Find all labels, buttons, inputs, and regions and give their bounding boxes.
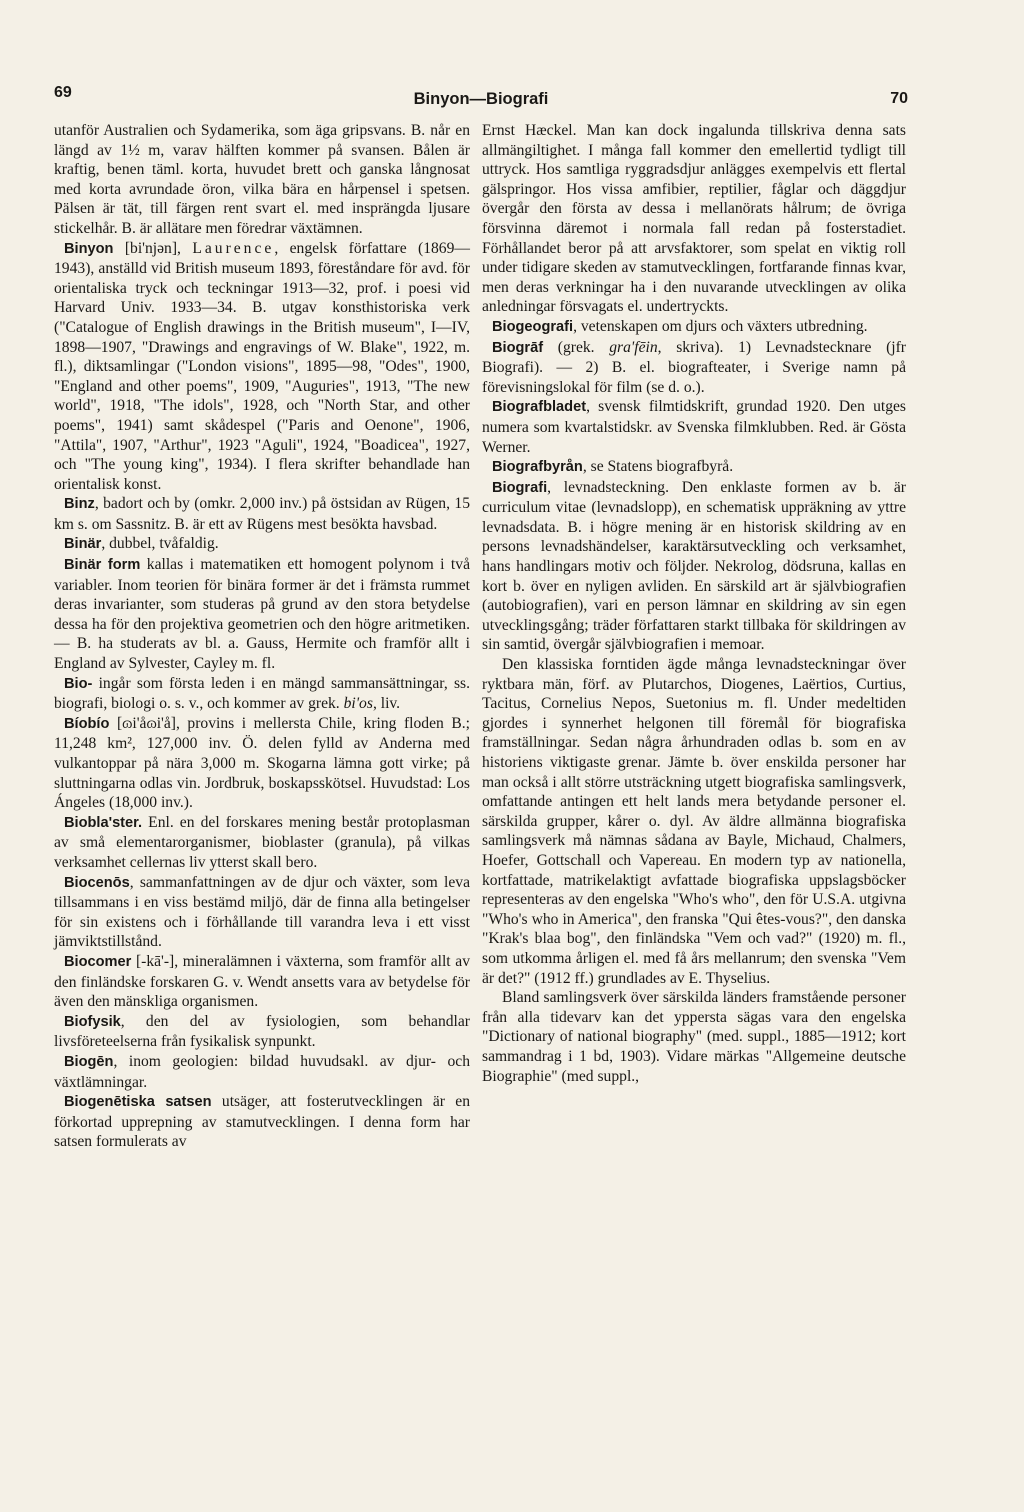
page-number-left: 69 <box>54 84 72 101</box>
page-number-right: 70 <box>890 90 908 107</box>
text-run: , engelsk författare (1869—1943), anställd vid British museum 1893, föreståndare för avd. för orientaliska tryck och teckningar 1913—32, prof. i poesi vid Harvard Univ. 1933—34. B. utgav konsthistoriska verk ("Catalogue of English drawings in the British museum", I—IV, 1898—1907, "Drawings and engravings of W. Blake", 1922, m. fl.), diktsamlingar ("London visions", 1895—98, "Odes", 1900, "England and other poems", 1909, "Auguries", 1913, "The new world", 1918, "The idols", 1928, och "North Star, and other poems", 1941) samt skådespel ("Paris and Oenone", 1906, "Attila", 1907, "Arthur", 1923 "Aguli", 1924, "Boadicea", 1927, och "The young king", 1934). I flera skrifter behandlade han orientalisk konst. <box>54 239 470 493</box>
entry-biocenos <box>54 873 470 952</box>
text-run: , se Statens biografbyrå. <box>582 458 734 476</box>
text-run: Laurence <box>192 239 275 257</box>
text-run: gra'fēin <box>609 338 658 356</box>
text-run: , dubbel, tvåfaldig. <box>101 535 219 553</box>
entry-bioblaster <box>54 813 470 873</box>
text-run: utanför Australien och Sydamerika, som äga gripsvans. B. når en längd av 1½ m, varav hälften kommer på svansen. Bålen är kraftig, benen täml. korta, huvudet brett och ganska långnosat med korta avrundade öron, vilka bära en hårpensel i spetsen. Pälsen är tät, till färgen rent svart el. med insprängda ljusare stickelhår. B. är allätare men föredrar växtämnen. <box>54 122 470 237</box>
text-run: , skriva). 1) Levnadstecknare (jfr Biografi). — 2) B. el. biografteater, i Sverige namn på förevisningslokal för film (se d. o.). <box>482 338 906 396</box>
right-column <box>482 121 906 1086</box>
text-run: , levnadsteckning. Den enklaste formen av b. är curriculum vitae (levnadslopp), en schematisk uppräkning av yttre levnadsdata. B. i högre mening är en historisk skildring av en persons levnadshändelser, karaktärsutveckling och verksamhet, hans handlingars motiv och följder. Nekrolog, dödsruna, kallas en kort b. över en nyligen avliden. En särskild art är självbiografien (autobiografien), vari en person lämnar en skildring av sin egen utvecklingsgång; träder författaren starkt tillbaka för skildringen av sin samtid, övergår självbiografien i memoar. <box>482 478 906 654</box>
headword: Binär <box>64 536 102 553</box>
entry-biogenetiska-satsen <box>54 1092 470 1152</box>
text-run: , inom geologien: bildad huvudsakl. av djur- och växtlämningar. <box>54 1052 470 1091</box>
paragraph <box>482 655 906 988</box>
headword: Biogenētiska satsen <box>64 1094 212 1111</box>
text-run: bi'os <box>343 695 373 713</box>
entry-binar <box>54 534 470 555</box>
entry-bio <box>54 674 470 714</box>
text-run: , den del av fysiologien, som behandlar livsföreteelserna från fysikalisk synpunkt. <box>54 1012 470 1051</box>
running-head: Binyon—Biografi <box>413 90 549 108</box>
entry-biografbladet <box>482 397 906 457</box>
text-run: Ernst Hæckel. Man kan dock ingalunda tillskriva denna sats allmängiltighet. I många fall kommer den emellertid tydligt till uttryck. Hos samtliga ryggradsdjur anlägges exempelvis ett flertal gälspringor. Hos vissa amfibier, reptilier, fåglar och däggdjur övergår den första av dessa i mellanörats hålrum; de övriga försvinna däremot i normala fall redan på fosterstadiet. Förhållandet beror på att arvsfaktorer, som spelat en viktig roll under tidigare skeden av stamutvecklingen, fortfarande finnas kvar, men deras verkningar ha i den nuvarande utvecklingen av olika anledningar försvagats el. undertryckts. <box>482 122 906 316</box>
entry-biocomer <box>54 952 470 1012</box>
headword: Bio- <box>64 675 93 692</box>
text-run: kallas i matematiken ett homogent polynom i två variabler. Inom teorien för binära former är det i främsta rummet deras invarianter, som studeras på grund av den stora betydelse dessa ha för den projektiva geometrien och den högre aritmetiken. — B. ha studerats av bl. a. Gauss, Hermite och framför allt i England av Sylvester, Cayley m. fl. <box>54 556 470 673</box>
entry-biogeografi <box>482 317 906 338</box>
headword: Biogēn <box>64 1053 114 1070</box>
text-run: [-kā'-], mineralämnen i växterna, som framför allt av den finländske forskaren G. v. Wendt ansetts vara av betydelse för även den mänskliga organismen. <box>54 952 470 1011</box>
text-run: [ɷi'åɷi'å], provins i mellersta Chile, kring floden B.; 11,248 km², 127,000 inv. Ö. delen fylld av Anderna med vulkantoppar på nära 3,000 m. Skogarna lämna gott virke; på sluttningarna odlas vin. Jordbruk, boskapsskötsel. Huvudstad: Los Ángeles (18,000 inv.). <box>54 714 470 812</box>
text-run: , sammanfattningen av de djur och växter, som leva tillsammans i en viss bestämd miljö, där de finna alla betingelser för sin existens och i förhållande till varandra leva i ett visst jämviktstillstånd. <box>54 873 470 951</box>
headword: Binär form <box>64 557 141 574</box>
text-run: Enl. en del forskares mening består protoplasman av små elementarorganismer, bioblaster (granula), på vilkas verksamhet cellernas liv ytterst skall bero. <box>54 813 470 871</box>
page-header <box>54 84 908 110</box>
text-run: ingår som första leden i en mängd sammansättningar, ss. biografi, biologi o. s. v., och kommer av grek. <box>54 674 470 713</box>
headword: Biocenōs <box>64 874 130 891</box>
entry-biogen <box>54 1052 470 1092</box>
text-run: , liv. <box>372 695 401 713</box>
paragraph <box>482 988 906 1086</box>
entry-biograf <box>482 338 906 398</box>
text-run: Den klassiska forntiden ägde många levnadsteckningar över ryktbara män, förf. av Plutarchos, Diogenes, Laërtios, Curtius, Tacitus, Cornelius Nepos, Suetonius m. fl. Under medeltiden gjordes i synnerhet helgonen till föremål för biografiska framställningar. Sedan några århundraden odlas b. som en av historiens viktigaste grenar. Jämte b. över enskilda personer har man också i allt större utsträckning utgett biografiska samlingsverk, omfattande antingen ett helt lands mera betydande personer el. särskilda grupper, kårer o. dyl. Av äldre allmänna biografiska samlingsverk må nämnas sådana av Bayle, Michaud, Chalmers, Hoefer, Gottschall och Vapereau. En modern typ av nationella, kortfattade, matrikelaktigt avfattade biografiska uppslagsböcker representeras av den engelska "Who's who", den för U.S.A. utgivna "Who's who in America", den franska "Qui êtes-vous?", den danska "Krak's blaa bog", den finländska "Vem och vad?" (1920) m. fl., som utkomma årligen el. med få års mellanrum; den svenska "Vem är det?" (1912 ff.) grundlades av E. Thyselius. <box>482 656 906 987</box>
headword: Binz <box>64 496 95 513</box>
entry-continuation <box>482 121 906 317</box>
headword: Biografi <box>492 479 548 496</box>
headword: Biografbyrån <box>492 459 583 476</box>
headword: Biogeografi <box>492 318 574 335</box>
headword: Binyon <box>64 240 114 257</box>
entry-biofysik <box>54 1012 470 1052</box>
text-run: , vetenskapen om djurs och växters utbredning. <box>573 317 868 335</box>
headword: Biografbladet <box>492 399 587 416</box>
text-run: Bland samlingsverk över särskilda länders framstående personer från alla tidevarv kan det yppersta sägas vara den engelska "Dictionary of national biography" (med. suppl., 1885—1912; kort sammandrag i 1 bd, 1903). Vidare märkas "Allgemeine deutsche Biographie" (med suppl., <box>482 989 906 1085</box>
entry-binyon <box>54 239 470 495</box>
headword: Biofysik <box>64 1013 121 1030</box>
entry-biografi <box>482 478 906 655</box>
headword: Biogrāf <box>492 339 544 356</box>
headword: Biobla'ster. <box>64 814 143 831</box>
headword: Bíobío <box>64 715 110 732</box>
headword: Biocomer <box>64 953 132 970</box>
entry-biobio <box>54 714 470 813</box>
entry-binz <box>54 494 470 534</box>
left-column <box>54 121 470 1152</box>
text-run: [bi'njən], <box>113 239 193 257</box>
text-run: (grek. <box>543 338 610 356</box>
text-run: , svensk filmtidskrift, grundad 1920. Den utges numera som kvartalstidskr. av Svenska filmklubben. Red. är Gösta Werner. <box>482 398 906 456</box>
entry-binar-form <box>54 555 470 674</box>
entry-continuation <box>54 121 470 239</box>
text-run: utsäger, att fosterutvecklingen är en förkortad upprepning av stamutvecklingen. I denna form har satsen formulerats av <box>54 1093 470 1151</box>
entry-biografbyran <box>482 457 906 478</box>
text-run: , badort och by (omkr. 2,000 inv.) på östsidan av Rügen, 15 km s. om Sassnitz. B. är ett av Rügens mest besökta havsbad. <box>54 495 470 533</box>
